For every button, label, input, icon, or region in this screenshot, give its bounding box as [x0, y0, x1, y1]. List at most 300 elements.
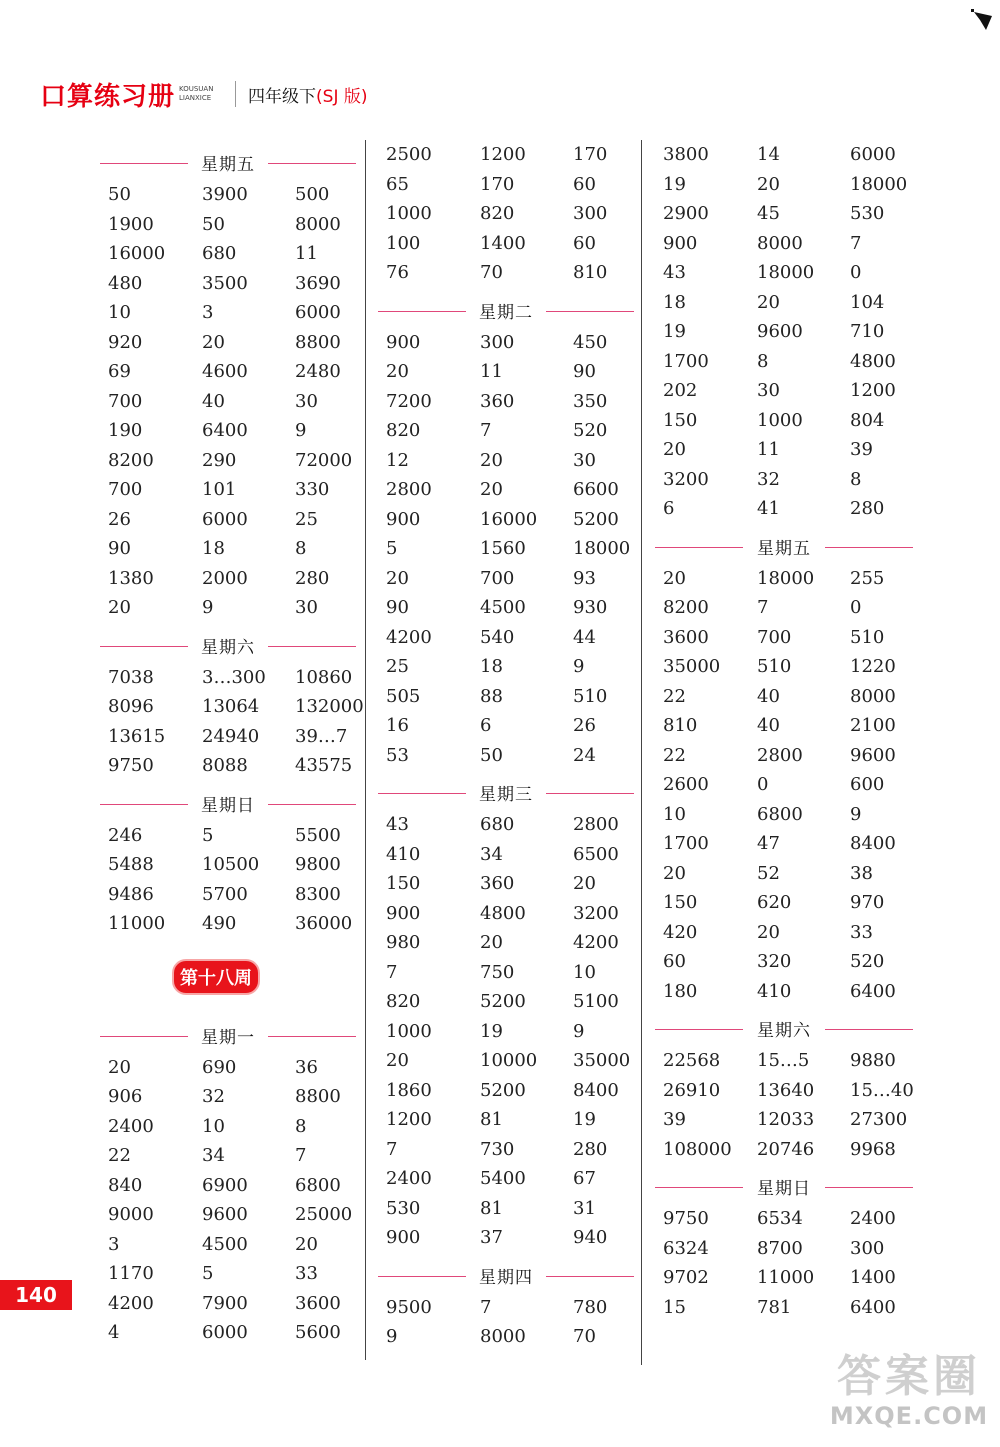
answer-row [378, 593, 634, 623]
answer-row [378, 416, 634, 446]
answer-value: 8 [850, 468, 862, 490]
answer-value: 2400 [386, 1168, 432, 1190]
answer-value: 53 [386, 744, 409, 766]
answer-value: 37 [480, 1227, 503, 1249]
answer-row [655, 1204, 913, 1234]
answer-value: 3 [202, 302, 214, 324]
answer-value: 26910 [663, 1079, 721, 1101]
week-header [100, 957, 356, 1013]
answer-value: 20 [573, 873, 596, 895]
answer-row [100, 298, 356, 328]
answer-value: 7038 [108, 666, 154, 688]
answer-value: 8096 [108, 696, 154, 718]
answer-value: 9500 [386, 1296, 432, 1318]
answer-row [100, 1230, 356, 1260]
answer-value: 16000 [108, 243, 166, 265]
answer-value: 9750 [108, 755, 154, 777]
answer-value: 30 [295, 390, 318, 412]
answer-value: 2400 [108, 1115, 154, 1137]
day-heading [100, 629, 356, 663]
answer-row [655, 918, 913, 948]
answer-value: 7 [295, 1145, 307, 1167]
answer-value: 180 [663, 980, 698, 1002]
answer-value: 60 [573, 232, 596, 254]
answer-value: 700 [480, 567, 515, 589]
answer-value: 45 [757, 203, 780, 225]
answer-value: 530 [386, 1197, 421, 1219]
day-heading-label: 星期日 [201, 795, 255, 816]
answer-row [655, 682, 913, 712]
answer-value: 22568 [663, 1050, 721, 1072]
answer-row [378, 140, 634, 170]
answer-value: 320 [757, 951, 792, 973]
answer-value: 300 [850, 1237, 885, 1259]
answer-value: 7 [850, 232, 862, 254]
answer-row [655, 564, 913, 594]
answer-value: 6600 [573, 479, 619, 501]
answer-row [655, 947, 913, 977]
answer-value: 2500 [386, 144, 432, 166]
answer-value: 2800 [757, 744, 803, 766]
answer-value: 93 [573, 567, 596, 589]
answer-value: 1400 [480, 232, 526, 254]
answer-row [378, 446, 634, 476]
answer-value: 6400 [850, 1296, 896, 1318]
answer-value: 360 [480, 873, 515, 895]
answer-row [100, 1200, 356, 1230]
answer-value: 7 [386, 961, 398, 983]
answer-row [378, 1135, 634, 1165]
answer-value: 35000 [663, 656, 721, 678]
answer-value: 1560 [480, 538, 526, 560]
answer-value: 36 [295, 1056, 318, 1078]
answer-value: 5 [202, 824, 214, 846]
answer-value: 4200 [573, 932, 619, 954]
answer-value: 3600 [295, 1292, 341, 1314]
answer-row [100, 210, 356, 240]
answer-value: 81 [480, 1109, 503, 1131]
answer-value: 6000 [295, 302, 341, 324]
answer-row [100, 722, 356, 752]
answer-value: 5200 [480, 991, 526, 1013]
answer-value: 44 [573, 626, 596, 648]
answer-value: 47 [757, 833, 780, 855]
book-title: 口算练习册 [40, 81, 176, 112]
answer-value: 0 [757, 774, 769, 796]
answer-value: 5200 [480, 1079, 526, 1101]
answer-value: 1170 [108, 1263, 154, 1285]
answer-value: 8700 [757, 1237, 803, 1259]
answer-value: 22 [108, 1145, 131, 1167]
answer-value: 11 [295, 243, 318, 265]
answer-value: 100 [386, 232, 421, 254]
answer-value: 5500 [295, 824, 341, 846]
answer-row [100, 269, 356, 299]
answer-value: 900 [386, 508, 421, 530]
answer-value: 88 [480, 685, 503, 707]
answer-value: 4800 [480, 902, 526, 924]
answer-value: 10000 [480, 1050, 538, 1072]
day-heading-label: 星期三 [479, 785, 533, 805]
answer-row [378, 711, 634, 741]
answer-value: 132000 [295, 696, 364, 718]
day-heading [655, 1012, 913, 1046]
answer-row [100, 1082, 356, 1112]
answer-row [655, 741, 913, 771]
answer-row [378, 928, 634, 958]
answer-row [655, 1293, 913, 1323]
answer-row [655, 317, 913, 347]
answer-value: 70 [573, 1326, 596, 1348]
answer-value: 15…40 [850, 1079, 914, 1101]
answer-row [378, 534, 634, 564]
watermark [818, 1352, 1000, 1447]
answer-value: 3…300 [202, 666, 266, 688]
answer-value: 5 [386, 538, 398, 560]
answer-value: 12 [386, 449, 409, 471]
answer-value: 780 [573, 1296, 608, 1318]
answer-value: 41 [757, 498, 780, 520]
answer-value: 690 [202, 1056, 237, 1078]
answer-value: 9600 [757, 321, 803, 343]
answer-value: 820 [480, 203, 515, 225]
answer-value: 6534 [757, 1208, 803, 1230]
answer-row [378, 475, 634, 505]
answer-value: 9486 [108, 883, 154, 905]
day-heading [655, 1170, 913, 1204]
answer-value: 5 [202, 1263, 214, 1285]
answer-value: 6400 [202, 420, 248, 442]
answer-value: 104 [850, 291, 885, 313]
answer-row [100, 328, 356, 358]
answer-value: 520 [850, 951, 885, 973]
answer-row [655, 888, 913, 918]
answer-column-2 [378, 140, 634, 1352]
answer-value: 11000 [108, 913, 166, 935]
answer-value: 2480 [295, 361, 341, 383]
answer-value: 6000 [202, 508, 248, 530]
day-heading-label: 星期六 [201, 637, 255, 658]
answer-value: 2400 [850, 1208, 896, 1230]
answer-value: 14 [757, 144, 780, 166]
answer-value: 72000 [295, 449, 353, 471]
answer-value: 20 [386, 1050, 409, 1072]
answer-value: 25000 [295, 1204, 353, 1226]
answer-row [378, 1046, 634, 1076]
answer-value: 1200 [386, 1109, 432, 1131]
answer-row [100, 534, 356, 564]
answer-value: 20 [108, 1056, 131, 1078]
answer-value: 6500 [573, 843, 619, 865]
answer-row [100, 751, 356, 781]
answer-value: 170 [480, 173, 515, 195]
answer-row [655, 623, 913, 653]
answer-row [655, 406, 913, 436]
answer-row [100, 880, 356, 910]
answer-row [655, 800, 913, 830]
grade-edition: (SJ 版) [316, 86, 368, 107]
answer-row [655, 829, 913, 859]
answer-value: 38 [850, 862, 873, 884]
answer-value: 30 [757, 380, 780, 402]
answer-value: 170 [573, 144, 608, 166]
answer-value: 8200 [108, 449, 154, 471]
answer-value: 8300 [295, 883, 341, 905]
answer-value: 810 [663, 715, 698, 737]
answer-value: 9 [386, 1326, 398, 1348]
answer-value: 4800 [850, 350, 896, 372]
answer-value: 505 [386, 685, 421, 707]
answer-value: 18000 [757, 567, 815, 589]
answer-row [378, 869, 634, 899]
answer-row [655, 711, 913, 741]
answer-value: 16 [386, 715, 409, 737]
answer-row [100, 564, 356, 594]
answer-row [378, 652, 634, 682]
answer-value: 7900 [202, 1292, 248, 1314]
answer-value: 1860 [386, 1079, 432, 1101]
answer-row [378, 810, 634, 840]
answer-value: 25 [386, 656, 409, 678]
answer-value: 9880 [850, 1050, 896, 1072]
answer-value: 70 [480, 262, 503, 284]
answer-value: 5400 [480, 1168, 526, 1190]
answer-value: 3 [108, 1233, 120, 1255]
answer-column-3 [655, 140, 913, 1322]
answer-value: 1400 [850, 1267, 896, 1289]
answer-row [655, 1076, 913, 1106]
answer-value: 700 [108, 479, 143, 501]
answer-row [378, 170, 634, 200]
day-heading-label: 星期日 [757, 1179, 811, 1199]
answer-value: 450 [573, 331, 608, 353]
answer-row [100, 593, 356, 623]
answer-value: 24 [573, 744, 596, 766]
answer-value: 9600 [850, 744, 896, 766]
answer-value: 1220 [850, 656, 896, 678]
answer-value: 19 [663, 321, 686, 343]
answer-row [655, 465, 913, 495]
answer-value: 330 [295, 479, 330, 501]
answer-value: 980 [386, 932, 421, 954]
answer-row [378, 229, 634, 259]
answer-value: 150 [386, 873, 421, 895]
answer-value: 13615 [108, 725, 166, 747]
answer-value: 52 [757, 862, 780, 884]
answer-value: 90 [108, 538, 131, 560]
answer-row [100, 1053, 356, 1083]
answer-row [378, 741, 634, 771]
answer-value: 27300 [850, 1109, 908, 1131]
answer-row [378, 958, 634, 988]
answer-value: 2800 [573, 814, 619, 836]
answer-row [655, 977, 913, 1007]
answer-value: 3900 [202, 184, 248, 206]
day-heading [100, 787, 356, 821]
answer-value: 1000 [757, 409, 803, 431]
answer-value: 410 [757, 980, 792, 1002]
answer-value: 8800 [295, 1086, 341, 1108]
answer-value: 4200 [108, 1292, 154, 1314]
answer-value: 11 [757, 439, 780, 461]
answer-value: 255 [850, 567, 885, 589]
answer-value: 43575 [295, 755, 353, 777]
answer-row [378, 505, 634, 535]
answer-value: 0 [850, 597, 862, 619]
answer-value: 20746 [757, 1138, 815, 1160]
answer-row [655, 1234, 913, 1264]
answer-value: 20 [480, 449, 503, 471]
answer-value: 8400 [573, 1079, 619, 1101]
answer-value: 202 [663, 380, 698, 402]
answer-value: 1000 [386, 1020, 432, 1042]
page-header [40, 76, 368, 112]
answer-value: 40 [202, 390, 225, 412]
answer-value: 39 [663, 1109, 686, 1131]
answer-value: 108000 [663, 1138, 732, 1160]
answer-value: 4200 [386, 626, 432, 648]
answer-value: 2900 [663, 203, 709, 225]
answer-value: 420 [663, 921, 698, 943]
answer-value: 6324 [663, 1237, 709, 1259]
answer-value: 820 [386, 420, 421, 442]
answer-value: 10 [573, 961, 596, 983]
answer-value: 6 [480, 715, 492, 737]
answer-value: 500 [295, 184, 330, 206]
answer-row [100, 1112, 356, 1142]
answer-value: 7 [480, 420, 492, 442]
answer-row [655, 258, 913, 288]
watermark-url: MXQE.COM [829, 1402, 989, 1430]
answer-value: 20 [108, 597, 131, 619]
answer-row [100, 475, 356, 505]
answer-value: 6800 [757, 803, 803, 825]
answer-value: 4600 [202, 361, 248, 383]
answer-value: 20 [663, 439, 686, 461]
page-number: 140 [0, 1280, 72, 1310]
answer-value: 900 [386, 902, 421, 924]
answer-value: 20 [386, 567, 409, 589]
answer-value: 8000 [295, 213, 341, 235]
answer-row [655, 288, 913, 318]
answer-value: 906 [108, 1086, 143, 1108]
day-heading-label: 星期一 [201, 1027, 255, 1048]
answer-value: 10 [663, 803, 686, 825]
answer-value: 5600 [295, 1322, 341, 1344]
answer-row [378, 1194, 634, 1224]
answer-value: 90 [386, 597, 409, 619]
answer-value: 840 [108, 1174, 143, 1196]
day-heading-label: 星期六 [757, 1021, 811, 1041]
answer-value: 1900 [108, 213, 154, 235]
answer-value: 600 [850, 774, 885, 796]
answer-value: 76 [386, 262, 409, 284]
answer-value: 39…7 [295, 725, 348, 747]
header-divider [235, 81, 236, 107]
answer-value: 9600 [202, 1204, 248, 1226]
answer-row [100, 387, 356, 417]
answer-value: 700 [108, 390, 143, 412]
answer-value: 19 [573, 1109, 596, 1131]
answer-value: 710 [850, 321, 885, 343]
answer-value: 5200 [573, 508, 619, 530]
day-heading [378, 776, 634, 810]
answer-value: 8000 [757, 232, 803, 254]
answer-row [378, 1105, 634, 1135]
answer-value: 19 [480, 1020, 503, 1042]
day-heading-label: 星期五 [757, 538, 811, 559]
answer-row [655, 170, 913, 200]
answer-value: 18000 [573, 538, 631, 560]
answer-value: 4500 [202, 1233, 248, 1255]
answer-value: 33 [850, 921, 873, 943]
answer-value: 20 [480, 479, 503, 501]
answer-value: 20 [295, 1233, 318, 1255]
answer-value: 1200 [480, 144, 526, 166]
answer-value: 36000 [295, 913, 353, 935]
answer-value: 8800 [295, 331, 341, 353]
answer-value: 34 [202, 1145, 225, 1167]
answer-value: 410 [386, 843, 421, 865]
answer-value: 13064 [202, 696, 260, 718]
answer-value: 680 [480, 814, 515, 836]
answer-value: 300 [480, 331, 515, 353]
answer-value: 3800 [663, 144, 709, 166]
answer-value: 7200 [386, 390, 432, 412]
watermark-title: 答案圈 [837, 1351, 981, 1402]
answer-value: 3200 [573, 902, 619, 924]
answer-value: 39 [850, 439, 873, 461]
answer-value: 280 [573, 1138, 608, 1160]
answer-value: 50 [480, 744, 503, 766]
answer-value: 3600 [663, 626, 709, 648]
answer-value: 6 [663, 498, 675, 520]
answer-value: 20 [663, 862, 686, 884]
answer-row [655, 140, 913, 170]
answer-value: 6000 [850, 144, 896, 166]
answer-value: 30 [573, 449, 596, 471]
answer-row [655, 347, 913, 377]
day-heading [100, 146, 356, 180]
answer-value: 9800 [295, 854, 341, 876]
answer-row [100, 446, 356, 476]
answer-value: 20 [480, 932, 503, 954]
answer-value: 7 [757, 597, 769, 619]
answer-row [378, 1164, 634, 1194]
answer-value: 781 [757, 1296, 792, 1318]
answer-value: 20 [757, 173, 780, 195]
answer-value: 13640 [757, 1079, 815, 1101]
answer-row [378, 357, 634, 387]
answer-value: 16000 [480, 508, 538, 530]
answer-value: 9 [573, 656, 585, 678]
answer-value: 40 [757, 715, 780, 737]
answer-row [655, 1135, 913, 1165]
answer-value: 8 [757, 350, 769, 372]
answer-value: 4500 [480, 597, 526, 619]
answer-value: 19 [663, 173, 686, 195]
answer-value: 3500 [202, 272, 248, 294]
answer-value: 804 [850, 409, 885, 431]
answer-value: 350 [573, 390, 608, 412]
day-heading [655, 530, 913, 564]
answer-row [655, 229, 913, 259]
answer-value: 5700 [202, 883, 248, 905]
answer-column-1 [100, 140, 364, 1348]
answer-value: 9750 [663, 1208, 709, 1230]
day-heading-label: 星期四 [479, 1267, 533, 1288]
answer-value: 24940 [202, 725, 260, 747]
